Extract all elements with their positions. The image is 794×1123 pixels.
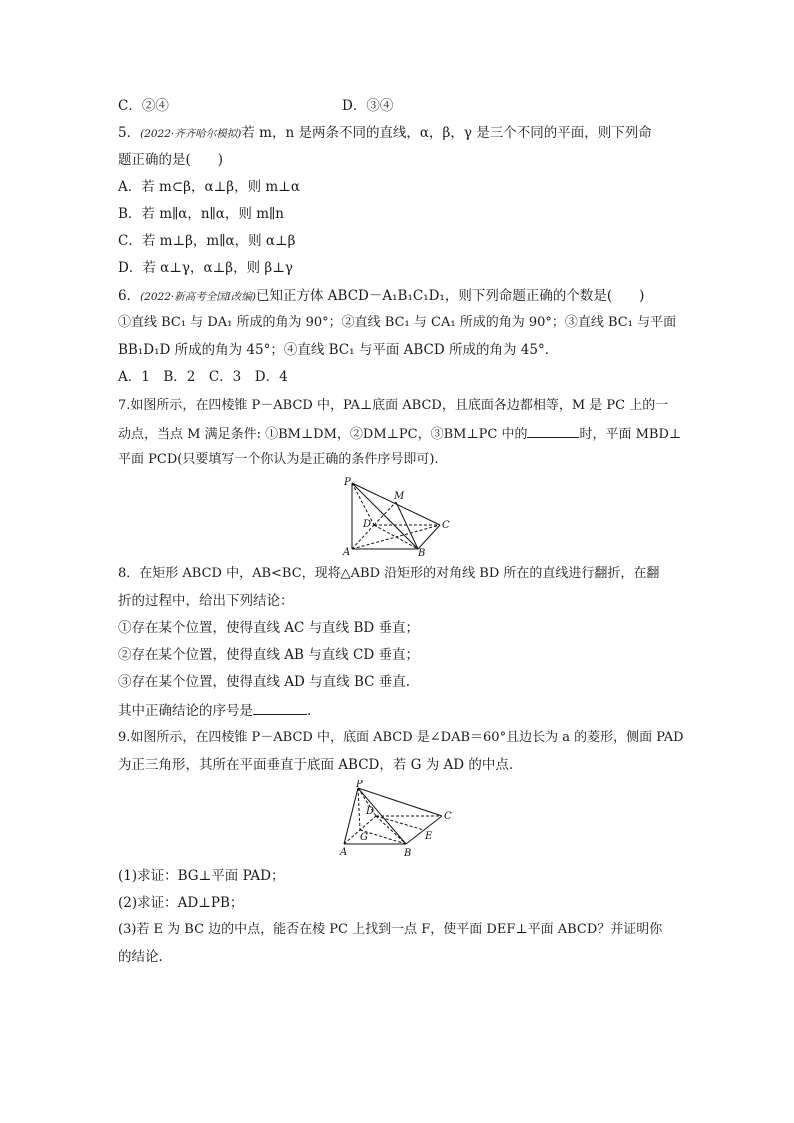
q8-ask-text: 其中正确结论的序号是 — [118, 703, 253, 719]
label-c: C — [442, 520, 450, 531]
q8-ask-end: . — [307, 703, 312, 719]
label-a: A — [343, 547, 351, 557]
label-p: P — [344, 477, 351, 488]
q9-pyramid-figure — [336, 780, 461, 860]
edge-pb — [352, 483, 418, 549]
q8-ask — [118, 700, 311, 721]
q6-source: (2022·新高考全国Ⅰ改编) — [140, 291, 256, 303]
segment-pg — [358, 788, 360, 830]
label-e: E — [425, 831, 433, 842]
q9-line1: 9.如图所示，在四棱锥 P－ABCD 中，底面 ABCD 是∠DAB＝60°且边长为 a 的菱形，侧面 PAD — [118, 730, 684, 745]
q8-item-3: ③存在某个位置，使得直线 AD 与直线 BC 垂直. — [118, 674, 411, 690]
q5-option-a: A．若 m⊂β，α⊥β，则 m⊥α — [118, 179, 300, 195]
q8-line1: 8．在矩形 ABCD 中，AB<BC，现将△ABD 沿矩形的对角线 BD 所在的直线进行翻折，在翻 — [118, 566, 660, 581]
q5-option-d: D．若 α⊥γ，α⊥β，则 β⊥γ — [118, 260, 293, 276]
q6-options: A．1 B．2 C．3 D．4 — [118, 369, 288, 385]
q6-stem: 已知正方体 ABCD－A₁B₁C₁D₁，则下列命题正确的个数是( ) — [256, 288, 645, 304]
label-m: M — [394, 491, 405, 502]
q6-number: 6． — [118, 288, 141, 304]
label-g: G — [360, 832, 368, 843]
q9-part-3: (3)若 E 为 BC 边的中点，能否在棱 PC 上找到一点 F，使平面 DEF⊥平面 ABCD？并证明你 — [118, 922, 663, 937]
q5-number: 5． — [118, 125, 141, 141]
q5-option-c: C．若 m⊥β，m∥α，则 α⊥β — [118, 233, 296, 249]
q5-option-b: B．若 m∥α，n∥α，则 m∥n — [118, 206, 284, 222]
label-a: A — [340, 847, 348, 858]
q4-choice-c: C．②④ — [118, 98, 169, 114]
q7-line2-b: 时，平面 MBD⊥ — [579, 427, 682, 442]
q5-source: (2022·齐齐哈尔模拟) — [140, 128, 242, 140]
label-c: C — [444, 811, 452, 822]
edge-pa — [344, 788, 358, 844]
q8-line2: 折的过程中，给出下列结论： — [118, 593, 294, 609]
q5-stem: 若 m，n 是两条不同的直线，α，β，γ 是三个不同的平面，则下列命 — [241, 125, 652, 141]
q7-answer-blank[interactable] — [527, 423, 579, 438]
q5-stem-line2: 题正确的是( ) — [118, 152, 224, 168]
q7-line2 — [118, 423, 681, 445]
q9-part-2: (2)求证：AD⊥PB； — [118, 895, 244, 911]
q6-stem-line2: ①直线 BC₁ 与 DA₁ 所成的角为 90°；②直线 BC₁ 与 CA₁ 所成的角为 90°；③直线 BC₁ 与平面 — [118, 315, 677, 330]
q7-line1: 7.如图所示，在四棱锥 P－ABCD 中，PA⊥底面 ABCD，且底面各边都相等，M 是 PC 上的一 — [118, 398, 669, 413]
q9-part-3-cont: 的结论. — [118, 949, 163, 965]
q8-item-2: ②存在某个位置，使得直线 AB 与直线 CD 垂直； — [118, 647, 419, 663]
label-b: B — [418, 548, 426, 557]
segment-dm — [374, 502, 396, 525]
label-b: B — [404, 848, 412, 859]
label-d: D — [363, 519, 372, 530]
q7-pyramid-figure — [338, 477, 458, 557]
q6-stem-line3: BB₁D₁D 所成的角为 45°；④直线 BC₁ 与平面 ABCD 所成的角为 45°. — [118, 342, 549, 358]
edge-bc — [418, 525, 440, 549]
q6-stem-line1 — [118, 286, 644, 307]
q7-line2-a: 动点，当点 M 满足条件: ①BM⊥DM，②DM⊥PC，③BM⊥PC 中的 — [118, 427, 528, 442]
q9-part-1: (1)求证：BG⊥平面 PAD； — [118, 868, 285, 884]
q5-stem-line1 — [118, 123, 652, 144]
label-p: P — [356, 780, 363, 790]
q8-answer-blank[interactable] — [253, 700, 307, 715]
label-d: D — [366, 806, 375, 817]
q4-choice-d: D．③④ — [342, 98, 394, 114]
edge-bc — [406, 816, 442, 844]
q7-line3: 平面 PCD(只要填写一个你认为是正确的条件序号即可). — [118, 452, 439, 467]
q8-item-1: ①存在某个位置，使得直线 AC 与直线 BD 垂直； — [118, 620, 419, 636]
q9-line2: 为正三角形，其所在平面垂直于底面 ABCD，若 G 为 AD 的中点. — [118, 757, 514, 773]
